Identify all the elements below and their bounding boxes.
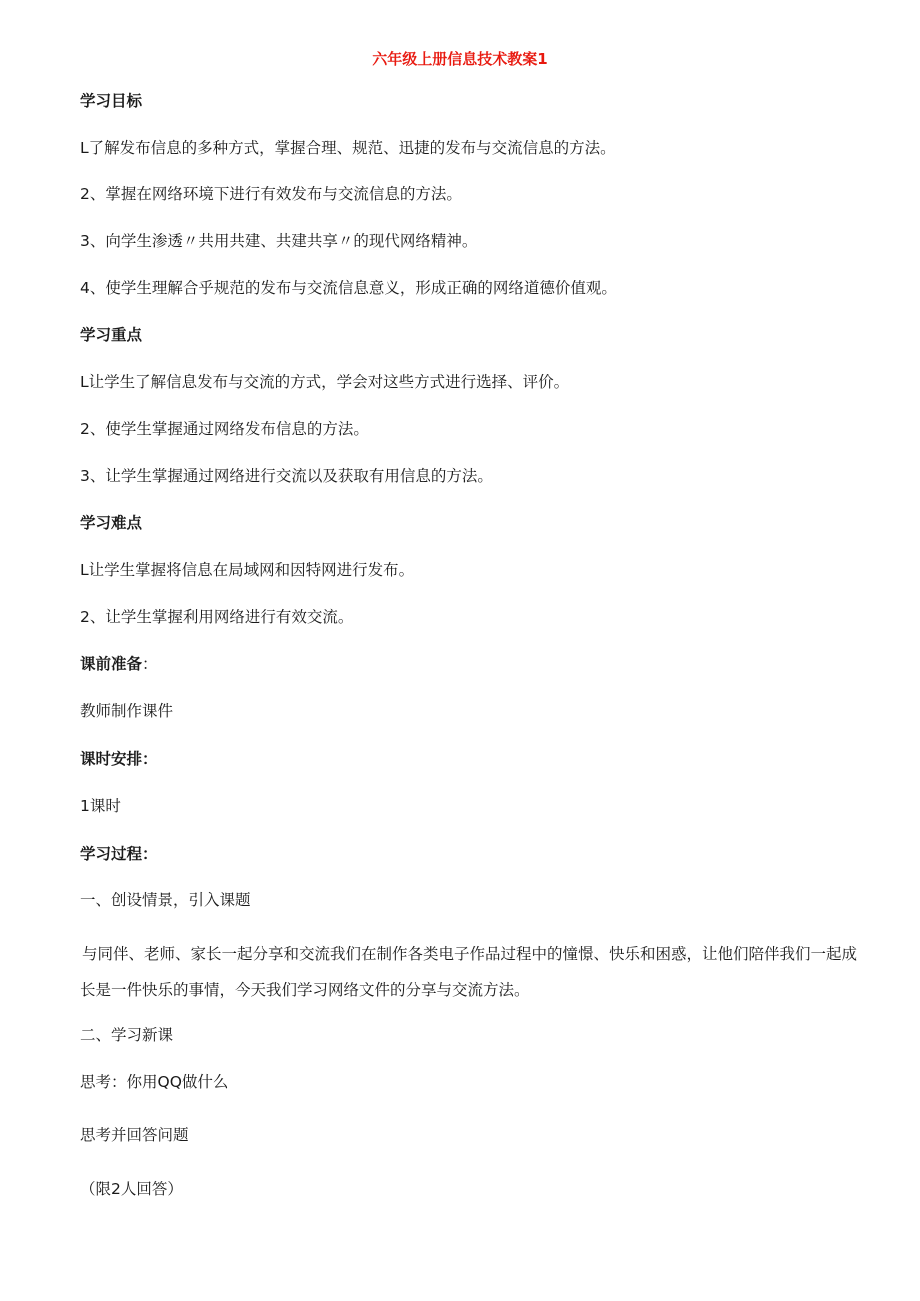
preparation-heading: 课前准备 [80, 655, 143, 673]
think-answer: 思考并回答问题 [80, 1126, 189, 1144]
objective-item-2: 2、掌握在网络环境下进行有效发布与交流信息的方法。 [80, 185, 462, 203]
objective-item-1: L了解发布信息的多种方式，掌握合理、规范、迅捷的发布与交流信息的方法。 [80, 139, 616, 157]
think-question: 思考：你用QQ做什么 [80, 1073, 229, 1091]
key-point-item-1: L让学生了解信息发布与交流的方式，学会对这些方式进行选择、评价。 [80, 373, 570, 391]
schedule-content: 1课时 [80, 797, 121, 815]
preparation-line [80, 653, 158, 675]
section2-title: 二、学习新课 [80, 1026, 174, 1044]
difficulty-item-1: L让学生掌握将信息在局域网和因特网进行发布。 [80, 561, 415, 579]
key-point-item-3: 3、让学生掌握通过网络进行交流以及获取有用信息的方法。 [80, 467, 493, 485]
key-points-heading: 学习重点 [80, 326, 143, 344]
preparation-content: 教师制作课件 [80, 702, 174, 720]
process-heading: 学习过程： [80, 845, 158, 863]
section1-title: 一、创设情景，引入课题 [80, 891, 251, 909]
answer-limit: （限2人回答） [80, 1180, 183, 1198]
difficulties-heading: 学习难点 [80, 514, 143, 532]
objective-item-4: 4、使学生理解合乎规范的发布与交流信息意义，形成正确的网络道德价值观。 [80, 279, 617, 297]
objectives-heading: 学习目标 [80, 92, 143, 110]
difficulty-item-2: 2、让学生掌握利用网络进行有效交流。 [80, 608, 354, 626]
key-point-item-2: 2、使学生掌握通过网络发布信息的方法。 [80, 420, 369, 438]
schedule-heading: 课时安排： [80, 750, 158, 768]
objective-item-3: 3、向学生渗透〃共用共建、共建共享〃的现代网络精神。 [80, 232, 478, 250]
preparation-colon: ： [142, 655, 158, 673]
document-title: 六年级上册信息技术教案1 [372, 50, 548, 68]
section1-paragraph: 与同伴、老师、家长一起分享和交流我们在制作各类电子作品过程中的憧憬、快乐和困惑，让他们陪伴我们一起成长是一件快乐的事情，今天我们学习网络文件的分享与交流方法。 [80, 945, 858, 999]
